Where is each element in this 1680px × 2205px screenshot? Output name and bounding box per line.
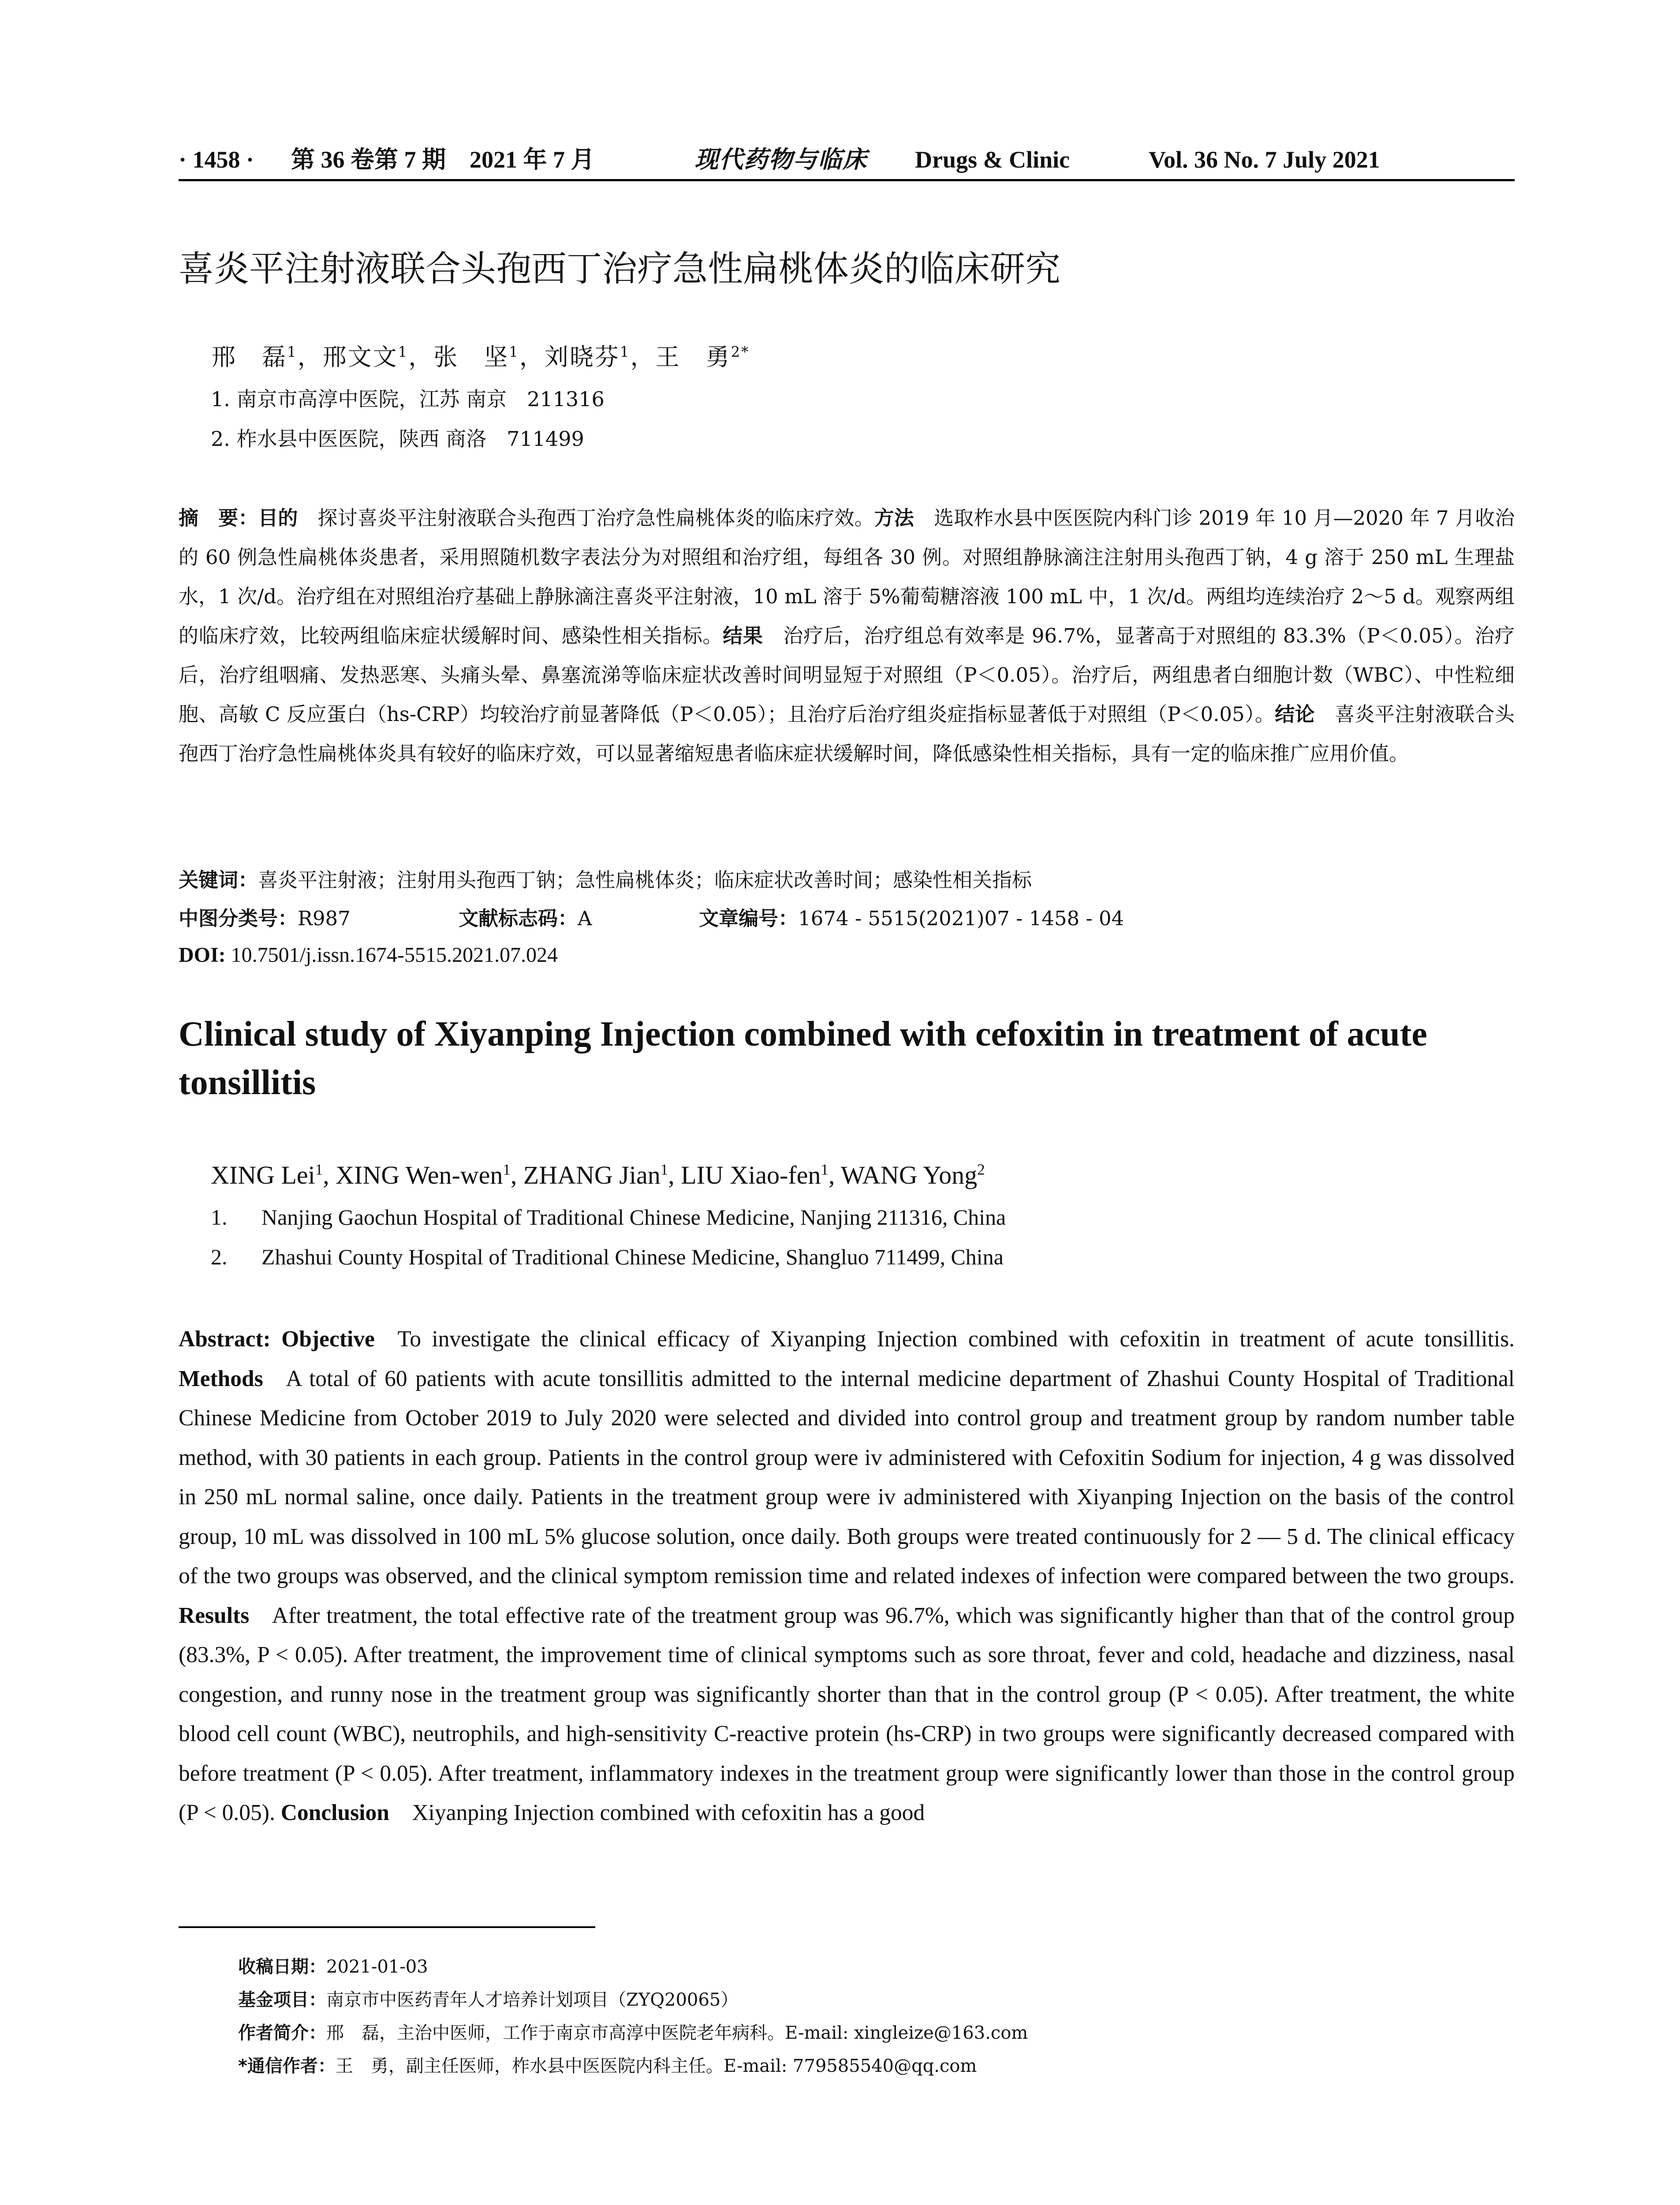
en-author-affil-mark: 1 [315, 1161, 323, 1178]
en-affiliation-text: Nanjing Gaochun Hospital of Traditional Chinese Medicine, Nanjing 211316, China [261, 1205, 1006, 1230]
cn-results-text: 治疗后，治疗组总有效率是 96.7%，显著高于对照组的 83.3%（P＜0.05）。治疗后，治疗组咽痛、发热恶寒、头痛头晕、鼻塞流涕等临床症状改善时间明显短于对照组（P＜0.05）。治疗后，两组患者白细胞计数（WBC）、中性粒细胞、高敏 C 反应蛋白（hs-CRP）均较治疗前显著降低（P＜0.05）；且治疗后治疗组炎症指标显著低于对照组（P＜0.05）。 [179, 624, 1515, 726]
en-affiliation-text: Zhashui County Hospital of Traditional Chinese Medicine, Shangluo 711499, China [261, 1245, 1004, 1269]
en-affiliation [211, 1202, 1006, 1233]
en-conclusion-label: Conclusion [280, 1800, 389, 1825]
footnote-divider [179, 1926, 595, 1928]
doi-line [179, 938, 558, 972]
footnote-corresponding [238, 2053, 977, 2079]
cn-author: 刘晓芬 [544, 343, 620, 371]
footnote-bio-label: 作者简介： [238, 2023, 326, 2043]
en-author-affil-mark: 1 [821, 1161, 829, 1178]
clc-label: 中图分类号： [179, 907, 298, 930]
en-results-label: Results [179, 1603, 250, 1628]
en-abstract-label: Abstract: [179, 1327, 271, 1352]
footnote-received [238, 1954, 428, 1980]
footnote-corresponding-value: 王 勇，副主任医师，柞水县中医医院内科主任。E-mail: 779585540@qq.com [335, 2056, 977, 2076]
cn-author: 王 勇 [655, 343, 731, 371]
article-no-value: 1674 - 5515(2021)07 - 1458 - 04 [798, 907, 1124, 930]
cn-title: 喜炎平注射液联合头孢西丁治疗急性扁桃体炎的临床研究 [179, 248, 1060, 289]
en-results-text: After treatment, the total effective rate of the treatment group was 96.7%, which was significantly higher than that of the control group (83.3%, P < 0.05). After treatment, the improvement time of clinical symptoms such as sore throat, fever and cold, headache and dizziness, nasal congestion, and runny nose in the treatment group was significantly shorter than that in the control group (P < 0.05). After treatment, the white blood cell count (WBC), neutrophils, and high-sensitivity C-reactive protein (hs-CRP) in two groups were significantly decreased compared with before treatment (P < 0.05). After treatment, inflammatory indexes in the treatment group were significantly lower than those in the control group (P < 0.05). [179, 1603, 1515, 1825]
cn-author-affil-mark: 1 [620, 344, 631, 360]
footnote-corresponding-label: *通信作者： [238, 2056, 336, 2076]
en-author-affil-mark: 1 [503, 1161, 511, 1178]
doc-code-label: 文献标志码： [459, 907, 578, 930]
en-author-affil-mark: 1 [660, 1161, 668, 1178]
cn-objective-label: 目的 [258, 506, 298, 530]
article-no-label: 文章编号： [699, 907, 799, 930]
header-issue-cn: 第 36 卷第 7 期 2021 年 7 月 [291, 146, 595, 173]
cn-author: 邢 磊 [212, 343, 287, 371]
en-author: LIU Xiao-fen [681, 1161, 821, 1189]
footnote-author-bio [238, 2020, 1028, 2046]
en-affiliation [211, 1241, 1004, 1272]
en-author: WANG Yong [840, 1161, 978, 1189]
cn-keywords-text: 喜炎平注射液；注射用头孢西丁钠；急性扁桃体炎；临床症状改善时间；感染性相关指标 [258, 868, 1032, 892]
en-methods-label: Methods [179, 1366, 263, 1391]
en-author: ZHANG Jian [523, 1161, 661, 1189]
header-page-number: · 1458 · [179, 146, 254, 173]
doi-label: DOI: [179, 943, 226, 967]
cn-methods-label: 方法 [874, 506, 914, 530]
cn-abstract-label: 摘 要： [179, 506, 258, 530]
footnote-received-label: 收稿日期： [238, 1957, 326, 1977]
header-volume-en: Vol. 36 No. 7 July 2021 [1149, 146, 1380, 173]
cn-methods-text: 选取柞水县中医医院内科门诊 2019 年 10 月—2020 年 7 月收治的 60 例急性扁桃体炎患者，采用照随机数字表法分为对照组和治疗组，每组各 30 例。对照组静脉滴注注射用头孢西丁钠，4 g 溶于 250 mL 生理盐水，1 次/d。治疗组在对照组治疗基础上静脉滴注喜炎平注射液，10 mL 溶于 5%葡萄糖溶液 100 mL 中，1 次/d。两组均连续治疗 2～5 d。观察两组的临床疗效，比较两组临床症状缓解时间、感染性相关指标。 [179, 506, 1515, 647]
clc-field [179, 902, 351, 935]
footnote-received-value: 2021-01-03 [326, 1957, 428, 1977]
doc-code-field [459, 902, 592, 935]
cn-keywords-label: 关键词： [179, 868, 258, 892]
footnote-fund [238, 1987, 738, 2013]
article-no-field [699, 902, 1124, 935]
cn-author-affil-mark: 1 [287, 344, 298, 360]
header-journal-en: Drugs & Clinic [915, 146, 1070, 173]
en-conclusion-text: Xiyanping Injection combined with cefoxitin has a good [412, 1800, 925, 1825]
cn-affiliation: 2. 柞水县中医医院，陕西 商洛 711499 [211, 427, 584, 451]
cn-objective-text: 探讨喜炎平注射液联合头孢西丁治疗急性扁桃体炎的临床疗效。 [317, 506, 874, 530]
en-author: XING Lei [211, 1161, 315, 1189]
en-title: Clinical study of Xiyanping Injection combined with cefoxitin in treatment of acute tonsillitis [179, 1015, 1427, 1102]
en-author-affil-mark: 2 [977, 1161, 985, 1178]
doi-value: 10.7501/j.issn.1674-5515.2021.07.024 [231, 943, 558, 967]
cn-conclusion-text: 喜炎平注射液联合头孢西丁治疗急性扁桃体炎具有较好的临床疗效，可以显著缩短患者临床症状缓解时间，降低感染性相关指标，具有一定的临床推广应用价值。 [179, 703, 1515, 765]
cn-author-affil-mark: 1 [398, 344, 409, 360]
cn-affiliation: 1. 南京市高淳中医院，江苏 南京 211316 [211, 387, 605, 411]
en-methods-text: A total of 60 patients with acute tonsillitis admitted to the internal medicine department of Zhashui County Hospital of Traditional Chinese Medicine from October 2019 to July 2020 were selected and divided into control group and treatment group by random number table method, with 30 patients in each group. Patients in the control group were iv administered with Cefoxitin Sodium for injection, 4 g was dissolved in 250 mL normal saline, once daily. Patients in the treatment group were iv administered with Xiyanping Injection on the basis of the control group, 10 mL was dissolved in 100 mL 5% glucose solution, once daily. Both groups were treated continuously for 2 — 5 d. The clinical efficacy of the two groups was observed, and the clinical symptom remission time and related indexes of infection were compared between the two groups. [179, 1366, 1515, 1588]
en-objective-label: Objective [281, 1327, 375, 1352]
cn-conclusion-label: 结论 [1275, 703, 1315, 726]
cn-author: 张 坚 [433, 343, 509, 371]
cn-classification-line [179, 902, 1515, 935]
en-affiliation-number: 1. [211, 1205, 228, 1230]
cn-keywords [179, 863, 1032, 897]
cn-abstract [179, 498, 1515, 773]
en-objective-text: To investigate the clinical efficacy of Xiyanping Injection combined with cefoxitin in treatment of acute tonsillitis. [397, 1327, 1515, 1352]
running-header [179, 140, 1515, 181]
cn-author-affil-mark: 1 [509, 344, 519, 360]
clc-value: R987 [298, 907, 351, 930]
cn-results-label: 结果 [723, 624, 763, 647]
header-journal-cn: 现代药物与临床 [694, 146, 867, 173]
en-affiliation-number: 2. [211, 1245, 228, 1269]
cn-author: 邢文文 [322, 343, 398, 371]
doc-code-value: A [578, 907, 592, 930]
footnote-fund-label: 基金项目： [238, 1990, 326, 2010]
en-author: XING Wen-wen [336, 1161, 503, 1189]
footnote-bio-value: 邢 磊，主治中医师，工作于南京市高淳中医院老年病科。E-mail: xingleize@163.com [326, 2023, 1028, 2043]
cn-author-list: 邢 磊$^1$，邢文文$^1$，张 坚$^1$，刘晓芬$^1$，王 勇$^{2*}$ [212, 343, 750, 371]
en-author-list: XING Lei$^1$, XING Wen-wen$^1$, ZHANG Jian$^1$, LIU Xiao-fen$^1$, WANG Yong$^2$ [211, 1161, 985, 1189]
en-abstract [179, 1319, 1515, 1833]
footnote-fund-value: 南京市中医药青年人才培养计划项目（ZYQ20065） [326, 1990, 739, 2010]
cn-author-affil-mark: 2* [731, 344, 750, 360]
